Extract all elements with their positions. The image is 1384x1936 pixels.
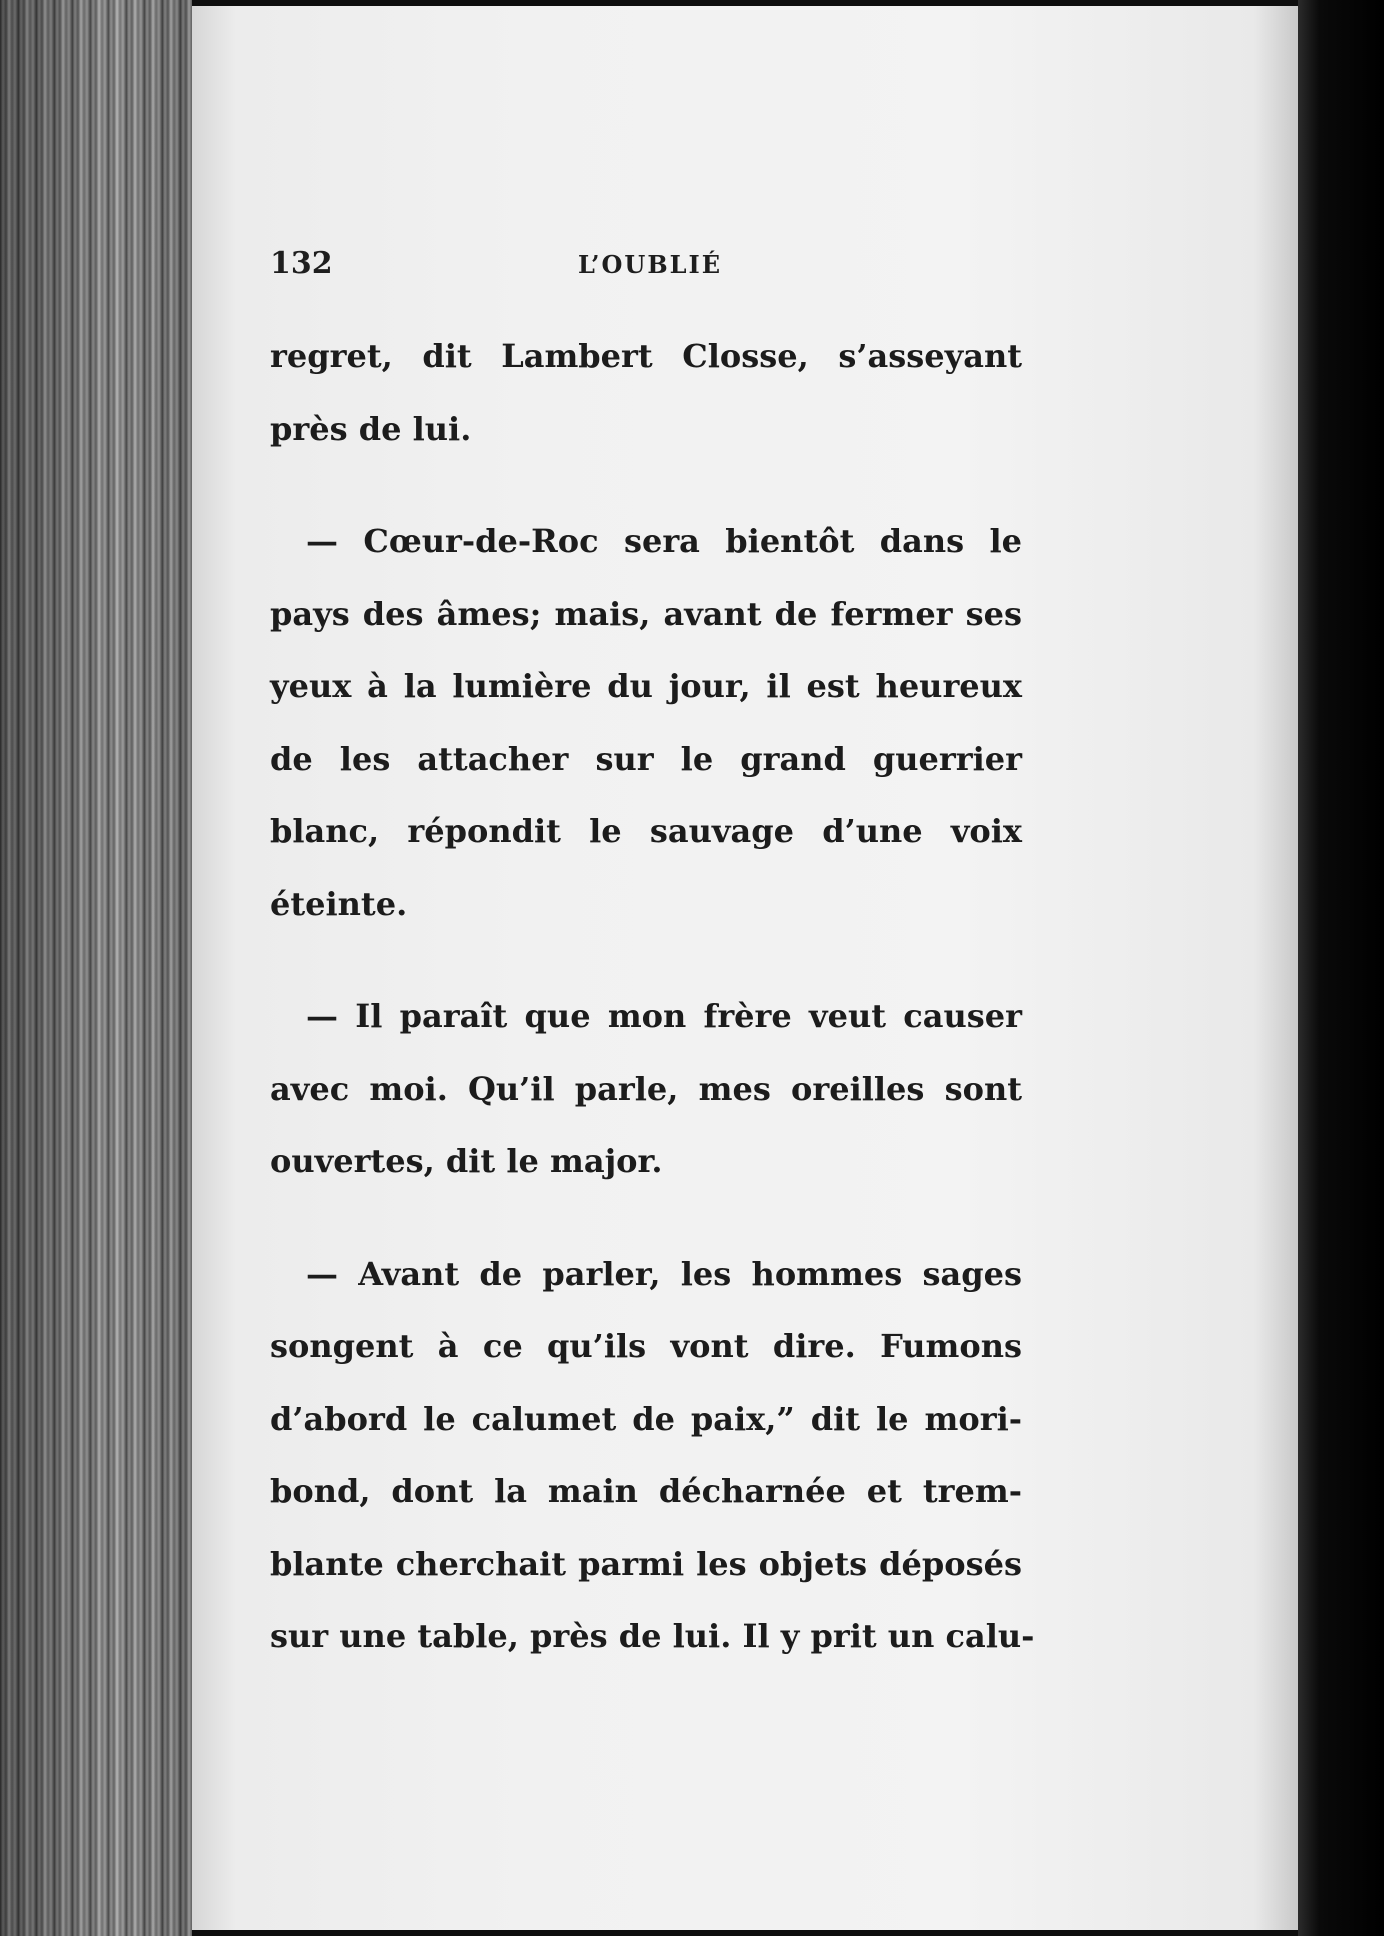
text-line: pays des âmes; mais, avant de fermer ses [270,594,1022,633]
text-line: — Avant de parler, les hommes sages [306,1254,1022,1293]
page-number: 132 [270,246,333,281]
text-line: blanc, répondit le sauvage d’une voix [270,812,1022,850]
text-line: songent à ce qu’ils vont dire. Fumons [270,1327,1022,1365]
body-text [270,320,1035,1673]
text-line: — Cœur-de-Roc sera bientôt dans le [306,522,1022,560]
text-line: de les attacher sur le grand guerrier [270,739,1022,778]
text-line: ouvertes, dit le major. [270,1142,663,1180]
text-line: bond, dont la main décharnée et trem- [270,1472,1022,1510]
text-line: blante cherchait parmi les objets déposés [270,1544,1022,1583]
text-line: avec moi. Qu’il parle, mes oreilles sont [270,1069,1022,1108]
text-line: éteinte. [270,884,408,923]
text-line: regret, dit Lambert Closse, s’asseyant [270,337,1022,375]
running-title: L’OUBLIÉ [578,250,722,279]
stacked-page-edges [0,0,192,1936]
text-line: sur une table, près de lui. Il y prit un calu- [270,1617,1035,1655]
text-line: yeux à la lumière du jour, il est heureux [270,667,1022,705]
right-binding-shadow [1298,0,1384,1936]
text-line: — Il paraît que mon frère veut causer [306,997,1022,1035]
text-line: près de lui. [270,409,472,448]
text-line: d’abord le calumet de paix,” dit le mori- [270,1399,1022,1438]
running-head [270,246,960,286]
